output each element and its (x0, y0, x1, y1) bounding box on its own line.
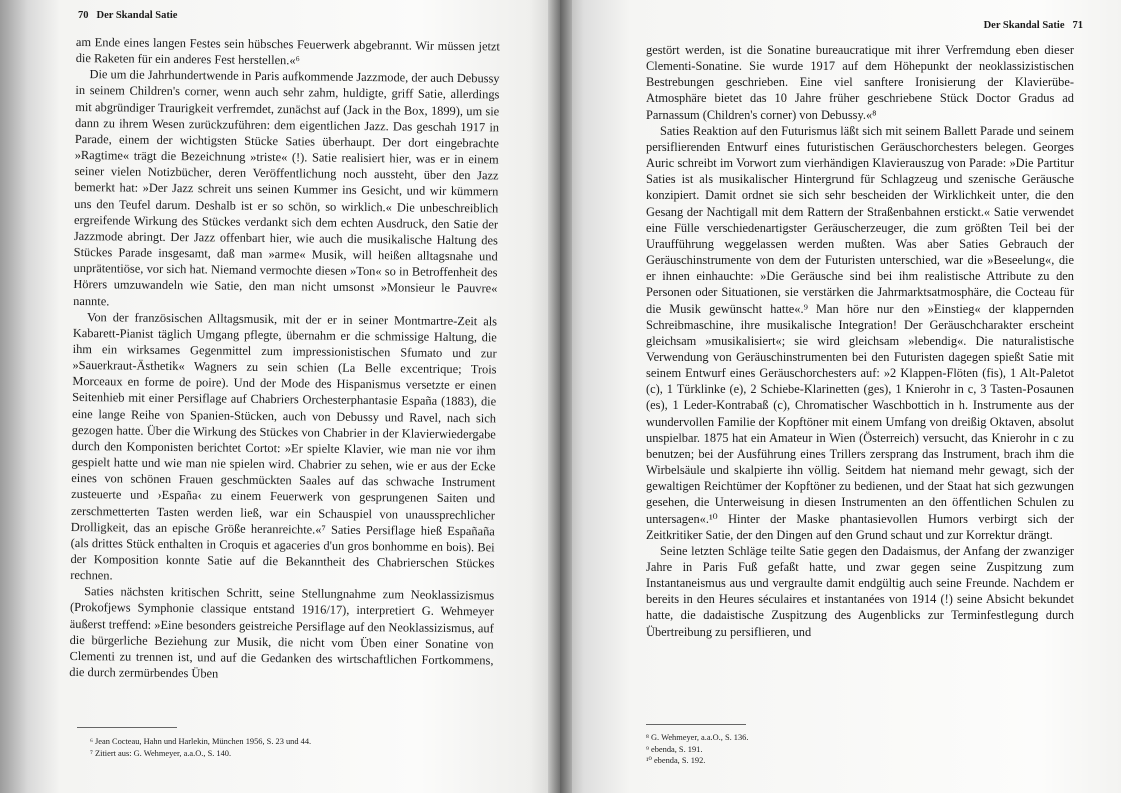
right-page-number: 71 (1072, 20, 1083, 31)
right-footnotes (646, 732, 946, 767)
right-page (560, 0, 1121, 793)
left-footnotes (90, 736, 490, 759)
footnote-7: ⁷ Zitiert aus: G. Wehmeyer, a.a.O., S. 140. (90, 748, 232, 758)
left-footnote-rule (77, 727, 177, 728)
footnote-8: ⁸ G. Wehmeyer, a.a.O., S. 136. (646, 733, 749, 742)
left-paragraph-2: Die um die Jahrhundertwende in Paris aufkommende Jazzmode, der auch Debussy in seinem Children's corner, wenn auch sehr zahm, huldigte, griff Satie, allerdings mit abgründiger Traurigkeit verfremdet, zunächst auf (Jack in the Box, 1899), um sie dann zu ihrem Wesen zurückzuführen: dem eigentlichen Jazz. Das geschah 1917 in Parade, einem der wichtigsten Stücke Saties überhaupt. Der dort eingebrachte »Ragtime« trägt die Bezeichnung »triste« (!). Satie realisiert hier, was er in einem seiner vielen Notizbücher, deren Veröffentlichung noch aussteht, über den Jazz bemerkt hat: »Der Jazz schreit uns seinen Kummer ins Gesicht, und wir kümmern uns den Teufel darum. Deshalb ist er so schön, so wirklich.« Die unbeschreiblich ergreifende Wirkung des Stückes verdankt sich dem echten Ausdruck, den Satie der Jazzmode abringt. Der Jazz offenbart hier, wie auch die musikalische Haltung des Stückes Parade insgesamt, daß man »arme« Musik, will heißen alltagsnahe und unprätentiöse, vor sich hat. Niemand vermochte diesen »Ton« so in Betroffenheit des Hörers umzuwandeln wie Satie, den man nicht umsonst »Monsieur le Pauvre« nannte. (73, 67, 500, 308)
right-running-head (984, 20, 1083, 31)
footnote-9: ⁹ ebenda, S. 191. (646, 744, 703, 754)
left-page (0, 0, 560, 793)
left-page-number: 70 (78, 10, 89, 21)
right-paragraph-3: Seine letzten Schläge teilte Satie gegen den Dadaismus, der Anfang der zwanziger Jahre in Paris Fuß gefaßt hatte, und zwar gegen seine Zuspitzung zum Instantaneismus aus und vergraulte damit endgültig auch seine Freunde. Nachdem er bereits in den Heures séculaires et instantanées von 1914 (!) seine Absicht bekundet hatte, die dadaistische Zuspitzung des Augenblicks zur Terminfestlegung durch Übertreibung zu persiflieren, und (646, 543, 1074, 639)
book-gutter (548, 0, 572, 793)
right-body-text (646, 42, 1074, 640)
right-footnote-rule (646, 724, 746, 725)
right-head-title: Der Skandal Satie (983, 20, 1065, 31)
left-paragraph-3: Von der französischen Alltagsmusik, mit der er in seiner Montmartre-Zeit als Kabarett-Pianist täglich Umgang pflegte, übernahm er die schmissige Haltung, die ihm ein wirksames Gegenmittel zum impressionistischen Sfumato und zur »Sauerkraut-Ästhetik« Wagners zu sein schien (La Belle excentrique; Trois Morceaux en forme de poire). Und der Mode des Hispanismus versetzte er einen Seitenhieb mit einer Persiflage auf Chabriers Orchesterphantasie España (1883), die eine lange Reihe von Spanien-Stücken, auch von Debussy und Ravel, nach sich gezogen hatte. Über die Wirkung des Stückes von Chabrier in der Klavierwiedergabe durch den Komponisten berichtet Cortot: »Er spielte Klavier, wie man nie vor ihm gespielt hatte und wie man nie spielen wird. Chabrier zu sehen, wie er aus der Ecke eines von schönen Frauen geschmückten Saales auf das schwache Instrument zusteuerte und ›España‹ zu einem Feuerwerk von gesprungenen Saiten und zerschmetterten Tasten werden ließ, war ein Schauspiel von unaussprechlicher Drolligkeit, das an epische Größe heranreichte.«⁷ Saties Persiflage hieß Españaña (als drittes Stück enthalten in Croquis et agaceries d'un gros bonhomme en bois). Bei der Komposition konnte Satie auf die Bekanntheit des Chabrierschen Stückes rechnen. (70, 309, 498, 583)
footnote-6: ⁶ Jean Cocteau, Hahn und Harlekin, München 1956, S. 23 und 44. (90, 737, 312, 746)
right-paragraph-1: gestört werden, ist die Sonatine bureaucratique mit ihrer Verfremdung eben dieser Clementi-Sonatine. Sie wurde 1917 auf dem Höhepunkt der neoklassizistischen Bestrebungen geschrieben. Eine viel sanftere Ironisierung der Klavierübe-Atmosphäre bietet das 10 Jahre früher geschriebene Stück Doctor Gradus ad Parnassum (Children's corner) von Debussy.«⁸ (646, 43, 1074, 122)
right-paragraph-2: Saties Reaktion auf den Futurismus läßt sich mit seinem Ballett Parade und seinem persiflierenden Entwurf eines futuristischen Geräuschorchesters belegen. Georges Auric schreibt im Vorwort zum vierhändigen Klavierauszug von Parade: »Die Partitur Saties ist als musikalischer Hintergrund für Schlagzeug und szenische Geräusche konzipiert. Damit ordnet sie sich sehr bescheiden der Wirklichkeit unter, die den Gesang der Nachtigall mit dem Rattern der Straßenbahnen erstickt.« Satie verwendet eine Fülle verschiedenartigster Geräuscherzeuger, die zum größten Teil bei der Uraufführung weggelassen werden mußten. Was aber Saties Gebrauch der Geräuschinstrumente von dem der Futuristen unterschied, war die »Beseelung«, die er ihnen einhauchte: »Die Geräusche sind bei ihm realistische Attribute zu den Personen oder Situationen, sie verstärken die Jahrmarktsatmosphäre, die Cocteau für die Musik gewünscht hatte«.⁹ Man höre nur den »Einstieg« der klappernden Schreibmaschine, ihre musikalische Integration! Der Geräuschcharakter erscheint gleichsam »musikalisiert«; sie wird gleichsam »lebendig«. Die naturalistische Verwendung von Geräuschinstrumenten bei den Futuristen dagegen spießt Satie mit seinem Entwurf eines Geräuschorchesters auf: »2 Klappen-Flöten (fis), 1 Alt-Paletot (c), 1 Türklinke (e), 2 Schiebe-Klarinetten (ges), 1 Knierohr in c, 3 Tasten-Posaunen (es), 1 Leder-Kontrabaß (c), Chromatischer Waschbottich in h. Instrumente aus der wundervollen Familie der Kopftöner mit einem Umfang von dreißig Oktaven, absolut unspielbar. 1875 hat ein Amateur in Wien (Österreich) versucht, das Knierohr in c zu benutzen; bei der Ausführung eines Trillers zersprang das Instrument, brach ihm die Wirbelsäule und skalpierte ihn völlig. Seitdem hat niemand mehr gewagt, sich der gewaltigen Reichtümer der Kopftöner zu bedienen, und der Staat hat sich gezwungen gesehen, die Unterweisung in diesen Instrumenten an den öffentlichen Schulen zu untersagen«.¹⁰ Hinter der Maske phantasievollen Humors verbirgt sich der Zeitkritiker Satie, der den Dingen auf den Grund schaut und zur Korrektur drängt. (646, 123, 1074, 542)
footnote-10: ¹⁰ ebenda, S. 192. (646, 756, 706, 765)
left-paragraph-1: am Ende eines langen Festes sein hübsches Feuerwerk abgebrannt. Wir müssen jetzt die Raketen für ein anderes Fest herstellen.«⁶ (75, 34, 500, 68)
left-body-text (69, 34, 500, 685)
left-head-title: Der Skandal Satie (96, 10, 178, 21)
left-paragraph-4: Saties nächsten kritischen Schritt, seine Stellungnahme zum Neoklassizismus (Prokofjews Symphonie classique entstand 1916/17), interpretiert G. Wehmeyer äußerst treffend: »Eine besonders geistreiche Persiflage auf den Neoklassizismus, auf die bürgerliche Beziehung zur Musik, die nicht vom Üben einer Sonatine von Clementi zu trennen ist, und auf die Gedanken des wirtschaftlichen Fortkommens, die durch zermürbendes Üben (69, 584, 495, 681)
left-running-head (78, 10, 177, 21)
